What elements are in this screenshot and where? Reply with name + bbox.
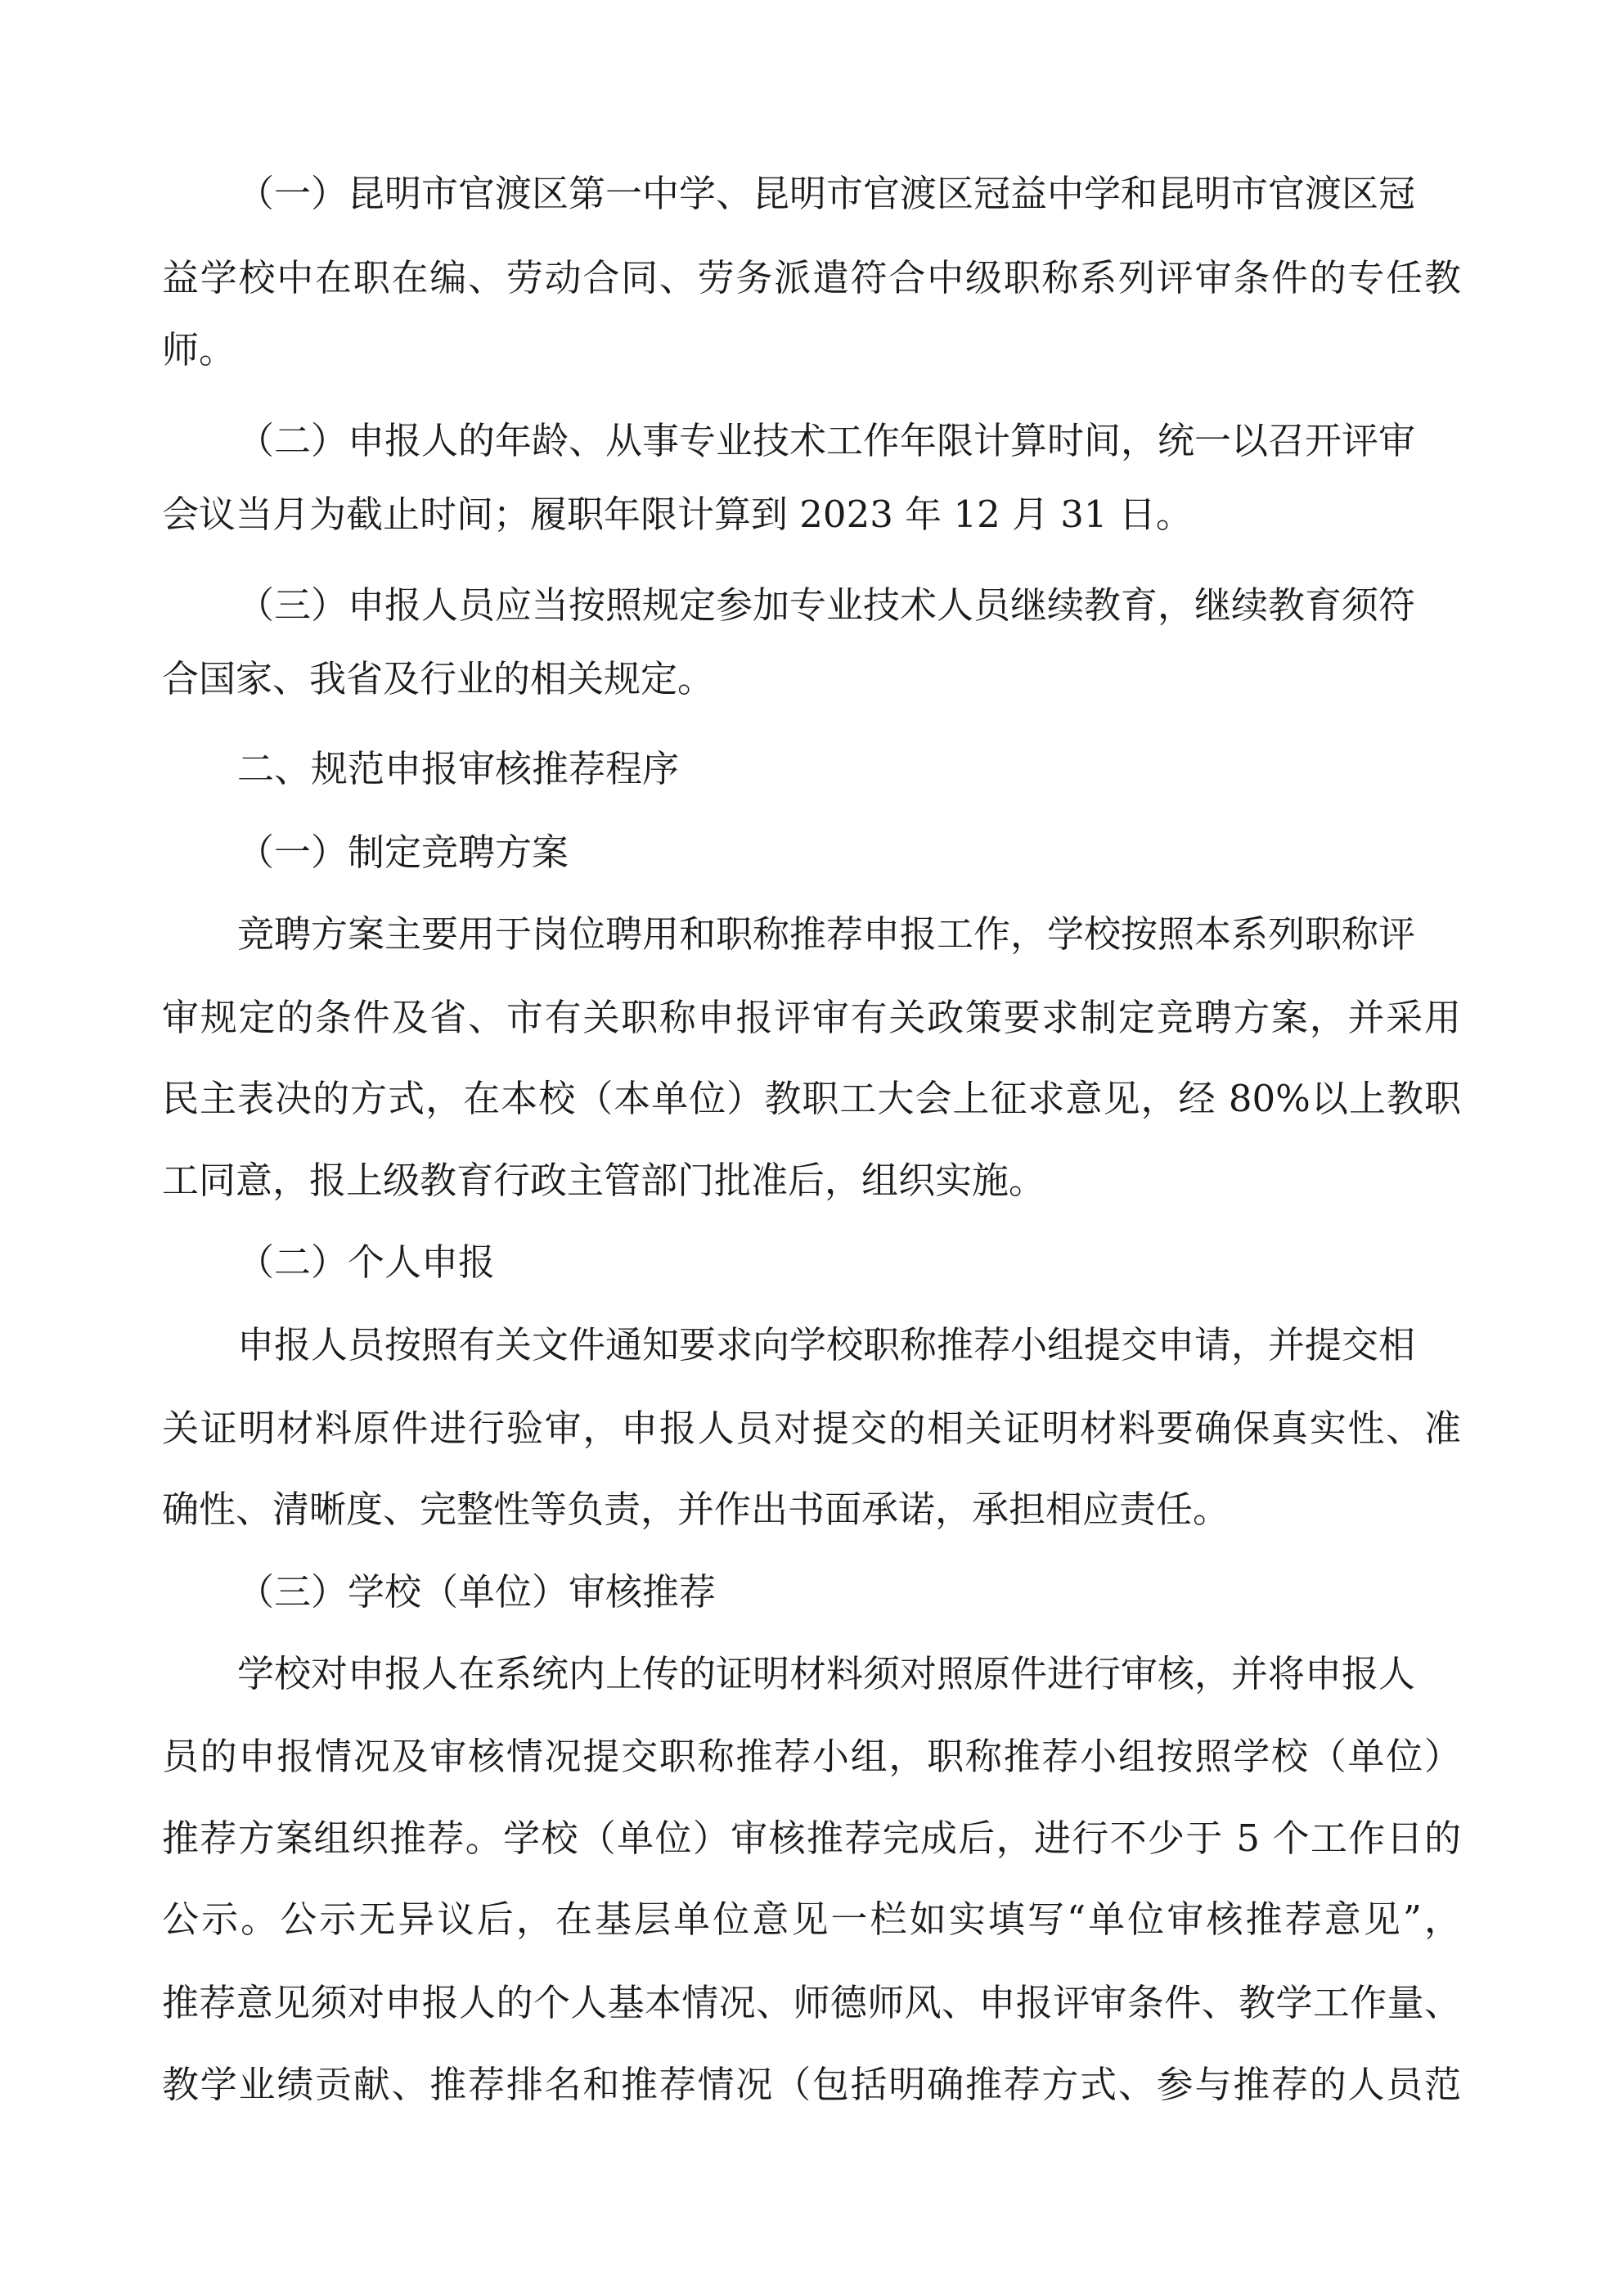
para-eligibility-1-line-2: 益学校中在职在编、劳动合同、劳务派遣符合中级职称系列评审条件的专任教 [162,256,1461,299]
section-heading-2: 二、规范申报审核推荐程序 [237,747,680,790]
para-plan-line-3: 民主表决的方式，在本校（本单位）教职工大会上征求意见，经 80%以上教职 [162,1077,1461,1120]
para-eligibility-2-line-1: （二）申报人的年龄、从事专业技术工作年限计算时间，统一以召开评审 [237,419,1416,462]
para-review-line-2: 员的申报情况及审核情况提交职称推荐小组，职称推荐小组按照学校（单位） [162,1735,1461,1778]
para-eligibility-2-line-2: 会议当月为截止时间；履职年限计算到 2023 年 12 月 31 日。 [162,493,1193,536]
para-eligibility-1-line-3: 师。 [162,328,236,371]
para-plan-line-2: 审规定的条件及省、市有关职称申报评审有关政策要求制定竞聘方案，并采用 [162,996,1461,1039]
para-plan-line-4: 工同意，报上级教育行政主管部门批准后，组织实施。 [162,1159,1046,1202]
para-application-line-1: 申报人员按照有关文件通知要求向学校职称推荐小组提交申请，并提交相 [237,1323,1416,1366]
para-application-line-3: 确性、清晰度、完整性等负责，并作出书面承诺，承担相应责任。 [162,1488,1230,1531]
para-review-line-6: 教学业绩贡献、推荐排名和推荐情况（包括明确推荐方式、参与推荐的人员范 [162,2063,1461,2106]
para-review-line-5: 推荐意见须对申报人的个人基本情况、师德师风、申报评审条件、教学工作量、 [162,1981,1461,2024]
para-eligibility-3-line-1: （三）申报人员应当按照规定参加专业技术人员继续教育，继续教育须符 [237,583,1416,627]
para-eligibility-1-line-1: （一）昆明市官渡区第一中学、昆明市官渡区冠益中学和昆明市官渡区冠 [237,172,1416,215]
para-eligibility-3-line-2: 合国家、我省及行业的相关规定。 [162,657,715,700]
para-review-line-1: 学校对申报人在系统内上传的证明材料须对照原件进行审核，并将申报人 [237,1652,1416,1695]
para-application-line-2: 关证明材料原件进行验审，申报人员对提交的相关证明材料要确保真实性、准 [162,1407,1461,1450]
para-plan-line-1: 竞聘方案主要用于岗位聘用和职称推荐申报工作，学校按照本系列职称评 [237,912,1416,956]
para-review-line-3: 推荐方案组织推荐。学校（单位）审核推荐完成后，进行不少于 5 个工作日的 [162,1817,1461,1860]
subheading-competition-plan: （一）制定竞聘方案 [237,831,569,874]
subheading-personal-application: （二）个人申报 [237,1240,496,1284]
subheading-school-review: （三）学校（单位）审核推荐 [237,1570,717,1614]
para-review-line-4: 公示。公示无异议后，在基层单位意见一栏如实填写“单位审核推荐意见”， [162,1898,1461,1941]
